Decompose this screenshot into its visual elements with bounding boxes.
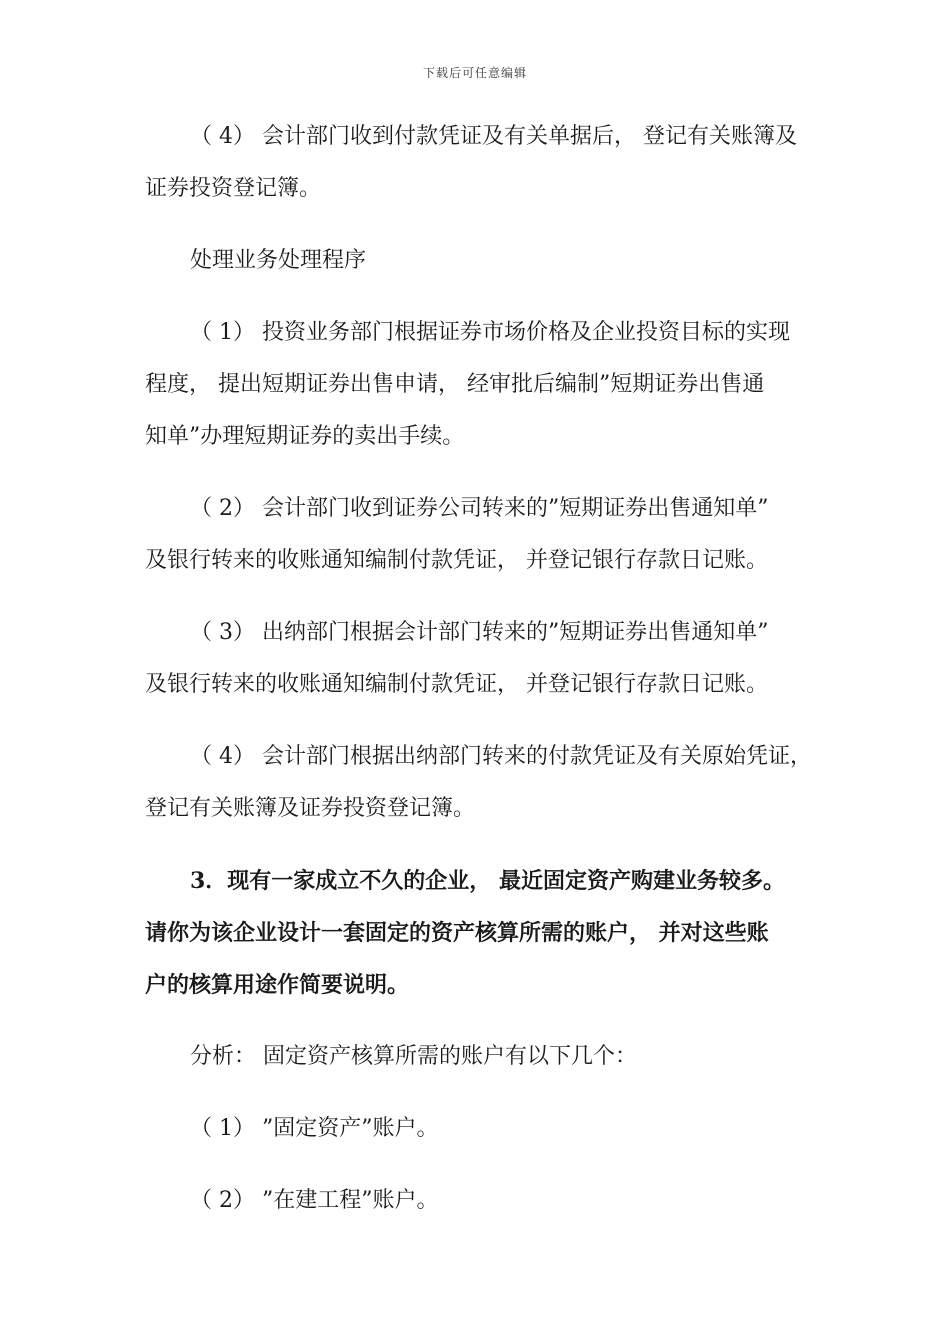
page-header: 下载后可任意编辑: [422, 66, 527, 80]
question-line: 3．现有一家成立不久的企业， 最近固定资产购建业务较多。: [190, 868, 785, 894]
list-item: （ 2） ”在建工程”账户。: [190, 1188, 439, 1213]
question-line: 户的核算用途作简要说明。: [145, 972, 410, 998]
paragraph-line: 及银行转来的收账通知编制付款凭证， 并登记银行存款日记账。: [145, 548, 768, 573]
paragraph-line: 及银行转来的收账通知编制付款凭证， 并登记银行存款日记账。: [145, 672, 768, 697]
paragraph-line: （ 3） 出纳部门根据会计部门转来的”短期证券出售通知单”: [190, 620, 769, 645]
paragraph-line: （ 4） 会计部门根据出纳部门转来的付款凭证及有关原始凭证，: [190, 744, 812, 769]
paragraph-line: 知单”办理短期证券的卖出手续。: [145, 424, 465, 449]
paragraph-line: 登记有关账簿及证券投资登记簿。: [145, 796, 476, 821]
section-heading: 处理业务处理程序: [190, 248, 367, 273]
paragraph-line: （ 1） 投资业务部门根据证券市场价格及企业投资目标的实现: [190, 320, 790, 345]
list-item: （ 1） ”固定资产”账户。: [190, 1116, 439, 1141]
paragraph-line: 证券投资登记簿。: [145, 176, 322, 201]
paragraph-line: 程度， 提出短期证券出售申请， 经审批后编制”短期证券出售通: [145, 372, 765, 397]
question-line: 请你为该企业设计一套固定的资产核算所需的账户， 并对这些账: [145, 920, 769, 946]
paragraph-line: （ 4） 会计部门收到付款凭证及有关单据后， 登记有关账簿及: [190, 124, 797, 149]
analysis-line: 分析： 固定资产核算所需的账户有以下几个：: [190, 1044, 637, 1069]
paragraph-line: （ 2） 会计部门收到证券公司转来的”短期证券出售通知单”: [190, 496, 769, 521]
